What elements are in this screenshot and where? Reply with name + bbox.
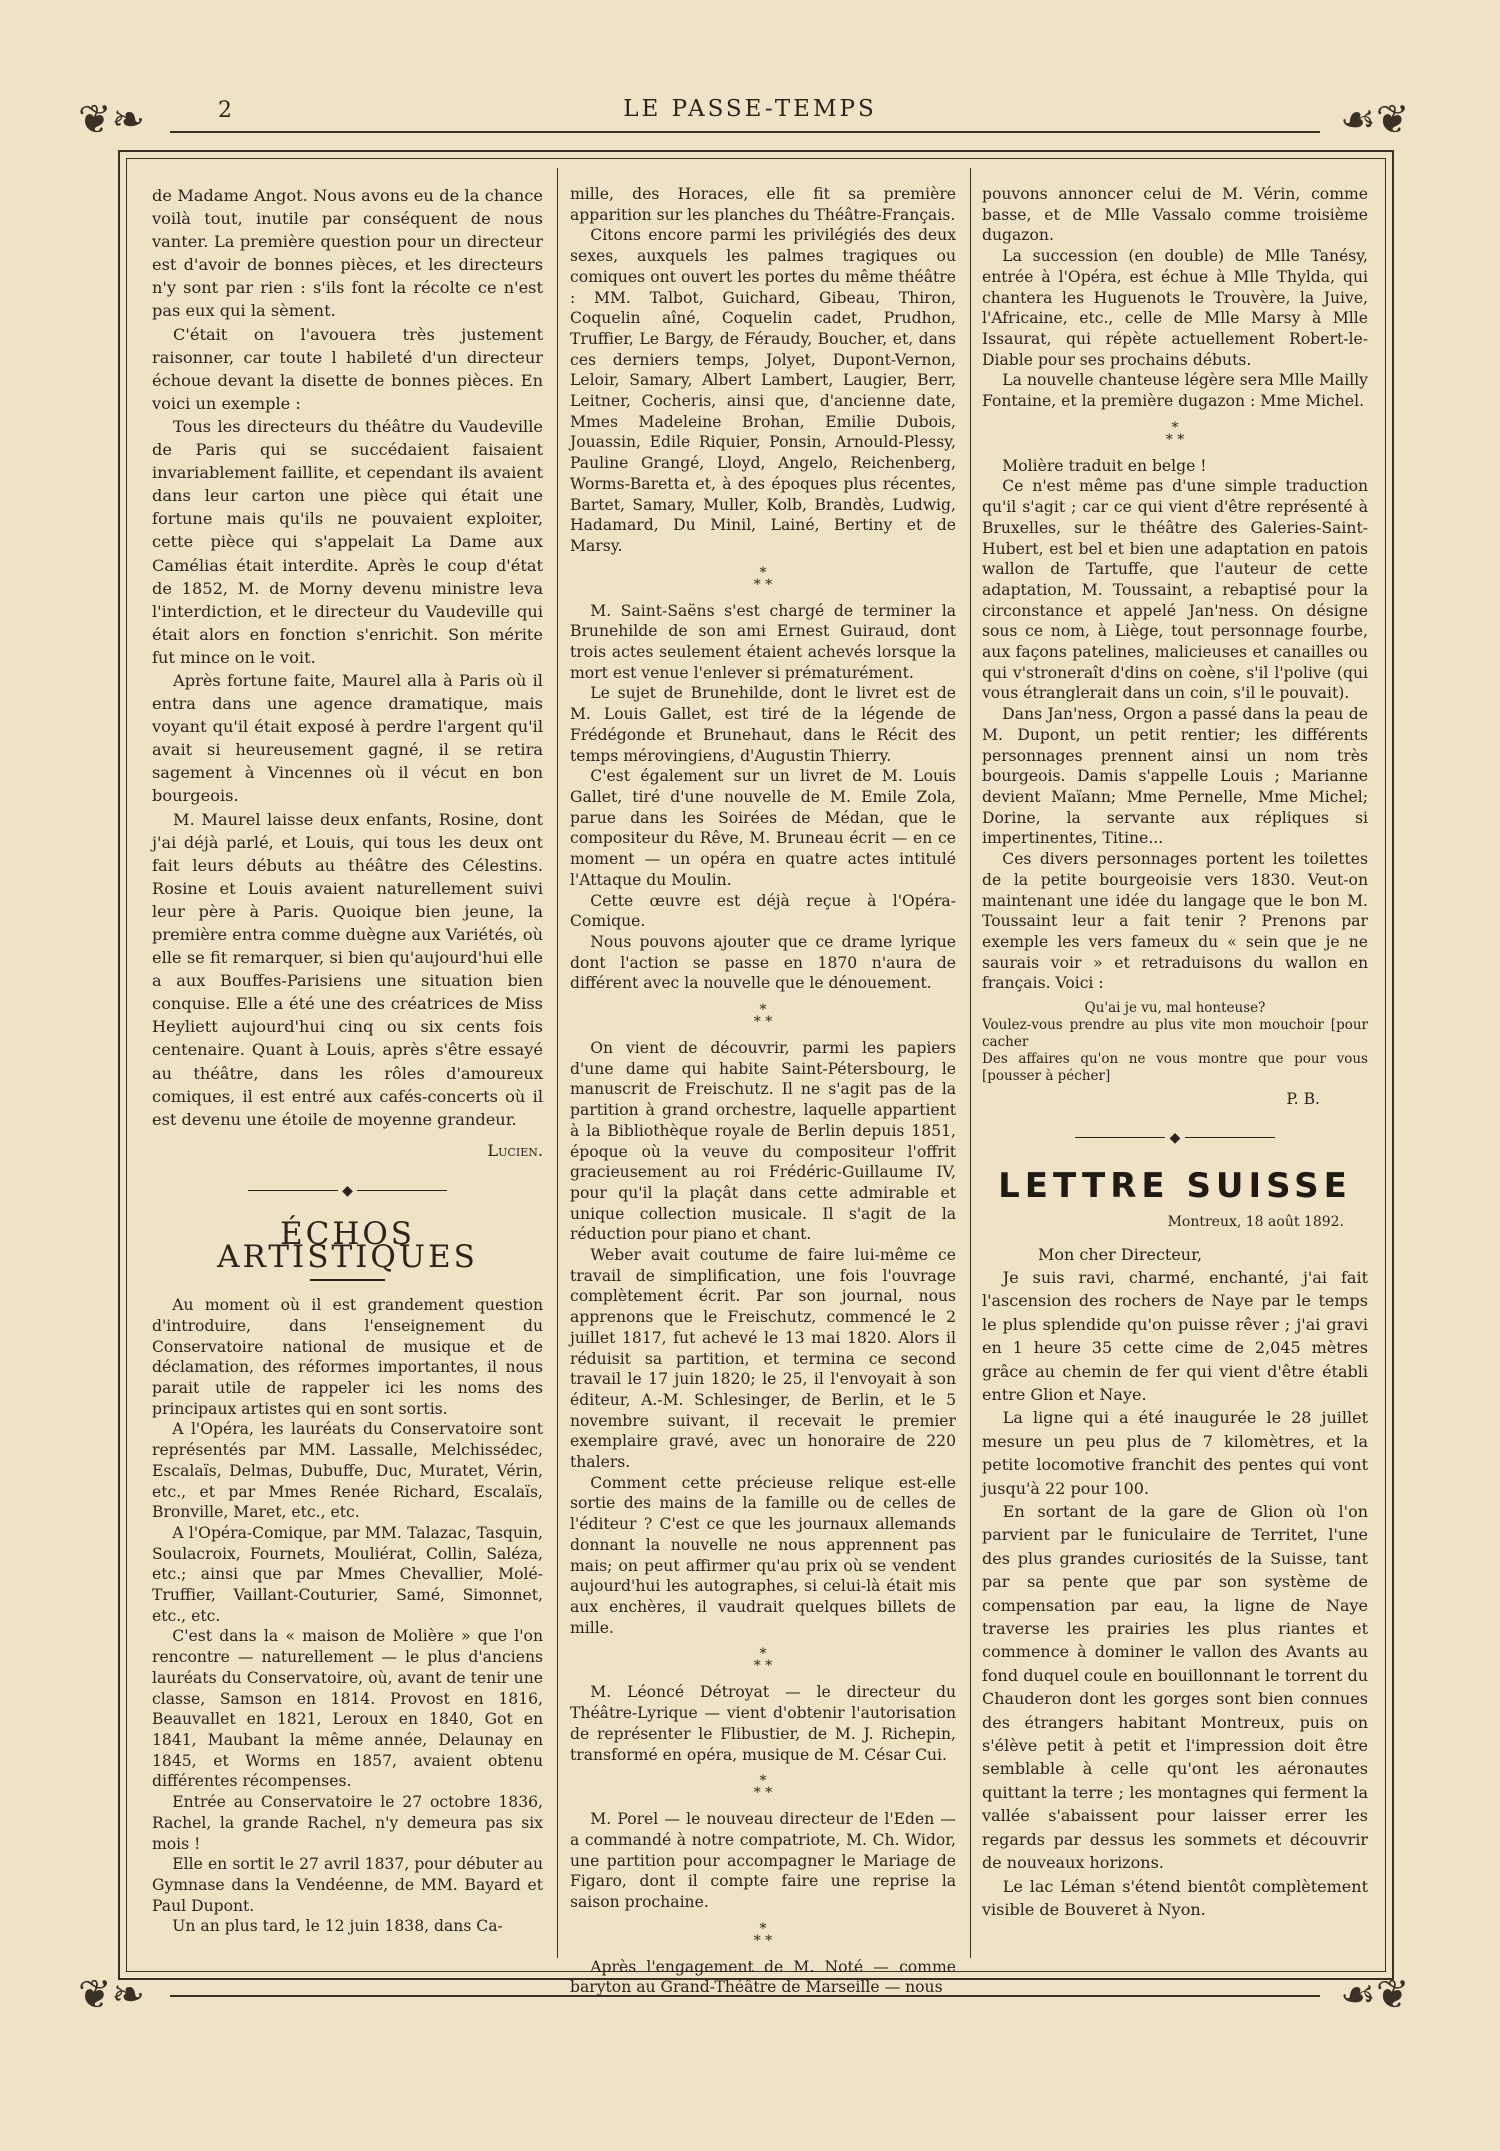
paragraph: Elle en sortit le 27 avril 1837, pour débuter au Gymnase dans la Vendéenne, de MM. Bayard et Paul Dupont.	[152, 1855, 543, 1915]
verse-quotation	[982, 1000, 1368, 1085]
asterism-separator: * * *	[753, 1773, 773, 1802]
paragraph: Après fortune faite, Maurel alla à Paris où il entra dans une agence dramatique, mais voyant qu'il était exposé à perdre l'argent qu'il avait si heureusement gagné, il se retira sagement à Vincennes où il vécut en bon bourgeois.	[152, 670, 543, 806]
column-2	[570, 184, 956, 1998]
column-divider-2	[970, 168, 971, 1958]
paragraph: En sortant de la gare de Glion où l'on parvient par le funiculaire de Territet, l'une des plus grandes curiosités de la Suisse, tant par sa pente que par son système de compensation par eau, la ligne de Naye traverse les prairies les plus riantes et commence à dominer le vallon des Avants au fond duquel coule en bouillonnant le torrent du Chauderon dont les gorges sont bien connues des étrangers habitant Montreux, puis on s'élève petit à petit et l'impression doit être semblable à celle qu'ont les aéronautes quittant la terre ; les montagnes qui ferment la vallée s'abaissent pour laisser errer les regards par dessus les sommets et découvrir de nouveaux horizons.	[982, 1502, 1368, 1873]
asterism-separator: * * *	[753, 1920, 773, 1949]
paragraph: La nouvelle chanteuse légère sera Mlle Mailly Fontaine, et la première dugazon : Mme Michel.	[982, 371, 1368, 411]
corner-ornament-bottom-right: ☙❦	[1340, 1972, 1410, 2018]
paragraph: Je suis ravi, charmé, enchanté, j'ai fait l'ascension des rochers de Naye par le temps le plus splendide qu'on puisse rêver ; j'ai gravi en 1 heure 35 cette cime de 2,045 mètres grâce au chemin de fer qui vient d'être établi entre Glion et Naye.	[982, 1267, 1368, 1404]
paragraph: Weber avait coutume de faire lui-même ce travail de simplification, une fois l'ouvrage complètement écrit. Par son journal, nous apprenons que le Freischutz, commencé le 2 juillet 1817, fut achevé le 13 mai 1820. Alors il réduisit sa partition, et termina ce second travail le 17 juin 1820; le 25, il l'envoyait à son éditeur, A.-M. Schlesinger, de Berlin, et le 5 novembre suivant, il recevait le premier exemplaire gravé, avec un honoraire de 220 thalers.	[570, 1246, 956, 1472]
paragraph: pouvons annoncer celui de M. Vérin, comme basse, et de Mlle Vassalo comme troisième dugazon.	[982, 185, 1368, 245]
paragraph: Molière traduit en belge !	[1002, 456, 1207, 475]
paragraph: Citons encore parmi les privilégiés des deux sexes, auxquels les palmes tragiques ou comiques ont ouvert les portes du même théâtre : MM. Talbot, Guichard, Gibeau, Thiron, Coquelin aîné, Coquelin cadet, Prudhon, Truffier, Le Bargy, de Féraudy, Boucher, et, dans ces derniers temps, Jolyet, Dupont-Vernon, Leloir, Samary, Albert Lambert, Laugier, Berr, Leitner, Cocheris, ainsi que, d'ancienne date, Mmes Madeleine Brohan, Emilie Dubois, Jouassin, Edile Riquier, Ponsin, Arnould-Plessy, Pauline Grangé, Lloyd, Angelo, Reichenberg, Worms-Baretta et, à des époques plus récentes, Bartet, Samary, Muller, Kolb, Brandès, Ludwig, Hadamard, Du Minil, Lainé, Bertiny et de Marsy.	[570, 226, 956, 555]
paragraph: de Madame Angot. Nous avons eu de la chance voilà tout, inutile par conséquent de nous vanter. La première question pour un directeur est d'avoir de bonnes pièces, et les directeurs n'y sont par rien : s'ils font la récolte ce n'est pas eux qui la sèment.	[152, 186, 543, 321]
author-signature: P. B.	[1286, 1090, 1320, 1109]
paragraph: A l'Opéra, les lauréats du Conservatoire sont représentés par MM. Lassalle, Melchissédec, Escalaïs, Delmas, Dubuffe, Duc, Muratet, Vérin, etc., et par Mmes Renée Richard, Escalaïs, Bronville, Maret, etc., etc.	[152, 1420, 543, 1522]
echos-artistiques-heading: ÉCHOS ARTISTIQUES	[217, 1216, 478, 1276]
asterism-separator: * * *	[1165, 419, 1185, 448]
lettre-suisse-heading: LETTRE SUISSE	[998, 1166, 1352, 1207]
asterism-separator: * * *	[753, 1002, 773, 1031]
dateline: Montreux, 18 août 1892.	[1167, 1214, 1344, 1231]
paragraph: La ligne qui a été inaugurée le 28 juillet mesure un peu plus de 7 kilomètres, et la petite locomotive franchit des pentes qui vont jusqu'à 22 pour 100.	[982, 1408, 1368, 1498]
paragraph: M. Porel — le nouveau directeur de l'Eden — a commandé à notre compatriote, M. Ch. Widor, une partition pour accompagner le Mariage de Figaro, dont il compte faire une reprise la saison prochaine.	[570, 1810, 956, 1912]
paragraph: Cette œuvre est déjà reçue à l'Opéra-Comique.	[570, 891, 956, 931]
asterism-separator: * * *	[753, 1646, 773, 1675]
paragraph: M. Maurel laisse deux enfants, Rosine, dont j'ai déjà parlé, et Louis, qui tous les deux ont fait leurs débuts au théâtre des Célestins. Rosine et Louis avaient naturellement suivi leur père à Paris. Quoique bien jeune, la première entra comme duègne aux Variétés, où elle se fit remarquer, si bien qu'aujourd'hui elle a aux Bouffes-Parisiens une situation bien conquise. Elle a été une des créatrices de Miss Heyliett aujourd'hui cinq ou six cents fois centenaire. Quant à Louis, après s'être essayé au théâtre, dans les rôles d'amoureux comiques, il est entré aux cafés-concerts où il est devenu une étoile de moyenne grandeur.	[152, 809, 543, 1129]
corner-ornament-top-left: ❦❧	[78, 97, 146, 143]
page-number: 2	[218, 98, 232, 123]
letter-greeting: Mon cher Directeur,	[1038, 1244, 1203, 1264]
paragraph: La succession (en double) de Mlle Tanésy, entrée à l'Opéra, est échue à Mlle Thylda, qui chantera les Huguenots le Trouvère, la Juive, l'Africaine, etc., celle de Mlle Marsy à Mlle Issaurat, qui répète actuellement Robert-le-Diable pour ses prochains débuts.	[982, 247, 1368, 369]
section-divider: ◆	[152, 1180, 543, 1203]
header-rule	[170, 131, 1320, 133]
paragraph: Entrée au Conservatoire le 27 octobre 1836, Rachel, la grande Rachel, n'y demeura pas six mois !	[152, 1793, 543, 1853]
paragraph: M. Léoncé Détroyat — le directeur du Théâtre-Lyrique — vient d'obtenir l'autorisation de représenter le Flibustier, de M. J. Richepin, transformé en opéra, musique de M. César Cui.	[570, 1683, 956, 1764]
paragraph: C'est dans la « maison de Molière » que l'on rencontre — naturellement — le plus d'anciens lauréats du Conservatoire, où, avant de tenir une classe, Samson en 1814. Provost en 1816, Beauvallet en 1821, Leroux en 1840, Got en 1841, Maubant la même année, Delaunay en 1845, et Worms en 1857, avaient obtenu différentes récompenses.	[152, 1627, 543, 1791]
paragraph: C'était on l'avouera très justement raisonner, car toute l habileté d'un directeur échoue devant la disette de bonnes pièces. En voici un exemple :	[152, 324, 543, 413]
column-3	[982, 184, 1368, 1921]
verse-line: Voulez-vous prendre au plus vite mon mouchoir [pour cacher	[982, 1017, 1368, 1051]
paragraph: Tous les directeurs du théâtre du Vaudeville de Paris qui se succédaient faisaient invariablement faillite, et cependant ils avaient dans leur carton une pièce qui était une fortune mais qu'ils ne pouvaient exploiter, cette pièce qui s'appelait La Dame aux Camélias était interdite. Après le coup d'état de 1852, M. de Morny devenu ministre leva l'interdiction, et le directeur du Vaudeville qui était alors en fonction s'enrichit. Son mérite fut mince on le voit.	[152, 416, 543, 667]
paragraph: A l'Opéra-Comique, par MM. Talazac, Tasquin, Soulacroix, Fournets, Mouliérat, Collin, Saléza, etc.; ainsi que par Mmes Chevallier, Molé-Truffier, Vaillant-Couturier, Samé, Simonnet, etc., etc.	[152, 1523, 543, 1625]
paragraph: Le sujet de Brunehilde, dont le livret est de M. Louis Gallet, est tiré de la légende de Frédégonde et Brunehaut, dans le Récit des temps mérovingiens, d'Augustin Thierry.	[570, 684, 956, 765]
column-divider-1	[557, 168, 558, 1958]
paragraph: mille, des Horaces, elle fit sa première apparition sur les planches du Théâtre-Français.	[570, 185, 956, 224]
paragraph: Ce n'est même pas d'une simple traduction qu'il s'agit ; car ce qui vient d'être représenté à Bruxelles, sur le théâtre des Galeries-Saint-Hubert, est bel et bien une adaptation en patois wallon de Tartuffe, que l'auteur de cette adaptation, M. Toussaint, a rebaptisé pour la circonstance et appelé Jan'ness. On désigne sous ce nom, à Liège, tout personnage fourbe, aux façons patelines, malicieuses et canailles ou qui v'stroneraît d'dins on coène, s'il l'polive (qui vous étranglerait dans un coin, s'il le pouvait).	[982, 477, 1368, 703]
corner-ornament-bottom-left: ❦❧	[78, 1972, 146, 2018]
section-divider: ◆	[982, 1128, 1368, 1149]
paragraph: Un an plus tard, le 12 juin 1838, dans Ca-	[172, 1917, 503, 1936]
verse-line: Des affaires qu'on ne vous montre que pour vous [pousser à pécher]	[982, 1051, 1368, 1085]
verse-line: Qu'ai je vu, mal honteuse?	[1084, 1000, 1266, 1017]
asterism-separator: * * *	[753, 564, 773, 593]
paragraph: Le lac Léman s'étend bientôt complètement visible de Bouveret à Nyon.	[982, 1876, 1368, 1919]
author-signature: Lucien.	[487, 1140, 543, 1160]
column-1	[152, 184, 543, 1937]
paragraph: Après l'engagement de M. Noté — comme baryton au Grand-Théâtre de Marseille — nous	[570, 1957, 956, 1997]
paragraph: Dans Jan'ness, Orgon a passé dans la peau de M. Dupont, un petit rentier; les différents personnages prennent ainsi un nom très bourgeois. Damis s'appelle Louis ; Marianne devient Maïann; Mme Pernelle, Mme Michel; Dorine, la servante aux répliques si impertinentes, Titine...	[982, 705, 1368, 848]
paragraph: M. Saint-Saëns s'est chargé de terminer la Brunehilde de son ami Ernest Guiraud, dont trois actes seulement étaient achevés lorsque la mort est venue l'enlever si prématurément.	[570, 601, 956, 682]
heading-rule	[310, 1279, 385, 1281]
masthead-title: LE PASSE-TEMPS	[623, 96, 877, 122]
paragraph: Ces divers personnages portent les toilettes de la petite bourgeoisie vers 1830. Veut-on maintenant une idée du langage que le bon M. Toussaint leur a fait tenir ? Prenons par exemple les vers fameux du « sein que je ne saurais voir » et retraduisons du wallon en français. Voici :	[982, 850, 1368, 993]
paragraph: C'est également sur un livret de M. Louis Gallet, tiré d'une nouvelle de M. Emile Zola, parue dans les Soirées de Médan, que le compositeur du Rêve, M. Bruneau écrit — en ce moment — un opéra en quatre actes intitulé l'Attaque du Moulin.	[570, 767, 956, 889]
paragraph: Comment cette précieuse relique est-elle sortie des mains de la famille ou de celles de l'éditeur ? C'est ce que les journaux allemands donnant la nouvelle ne nous apprennent pas mais; on peut affirmer qu'au prix où se vendent aujourd'hui les autographes, si celui-là était mis aux enchères, il vaudrait quelques billets de mille.	[570, 1473, 956, 1637]
paragraph: Nous pouvons ajouter que ce drame lyrique dont l'action se passe en 1870 n'aura de différent avec la nouvelle que le dénouement.	[570, 932, 956, 993]
paragraph: Au moment où il est grandement question d'introduire, dans l'enseignement du Conservatoire national de musique et de déclamation, des réformes importantes, il nous parait utile de rappeler ici les noms des principaux artistes qui en sont sortis.	[152, 1296, 543, 1418]
corner-ornament-top-right: ☙❦	[1340, 97, 1410, 143]
paragraph: On vient de découvrir, parmi les papiers d'une dame qui habite Saint-Pétersbourg, le manuscrit de Freischutz. Il ne s'agit pas de la partition à grand orchestre, laquelle appartient à la Bibliothèque royale de Berlin depuis 1851, époque où la veuve du compositeur l'offrit gracieusement au roi Frédéric-Guillaume IV, pour qu'il la plaçât dans cette admirable et unique collection musicale. Il s'agit de la réduction pour piano et chant.	[570, 1039, 956, 1244]
